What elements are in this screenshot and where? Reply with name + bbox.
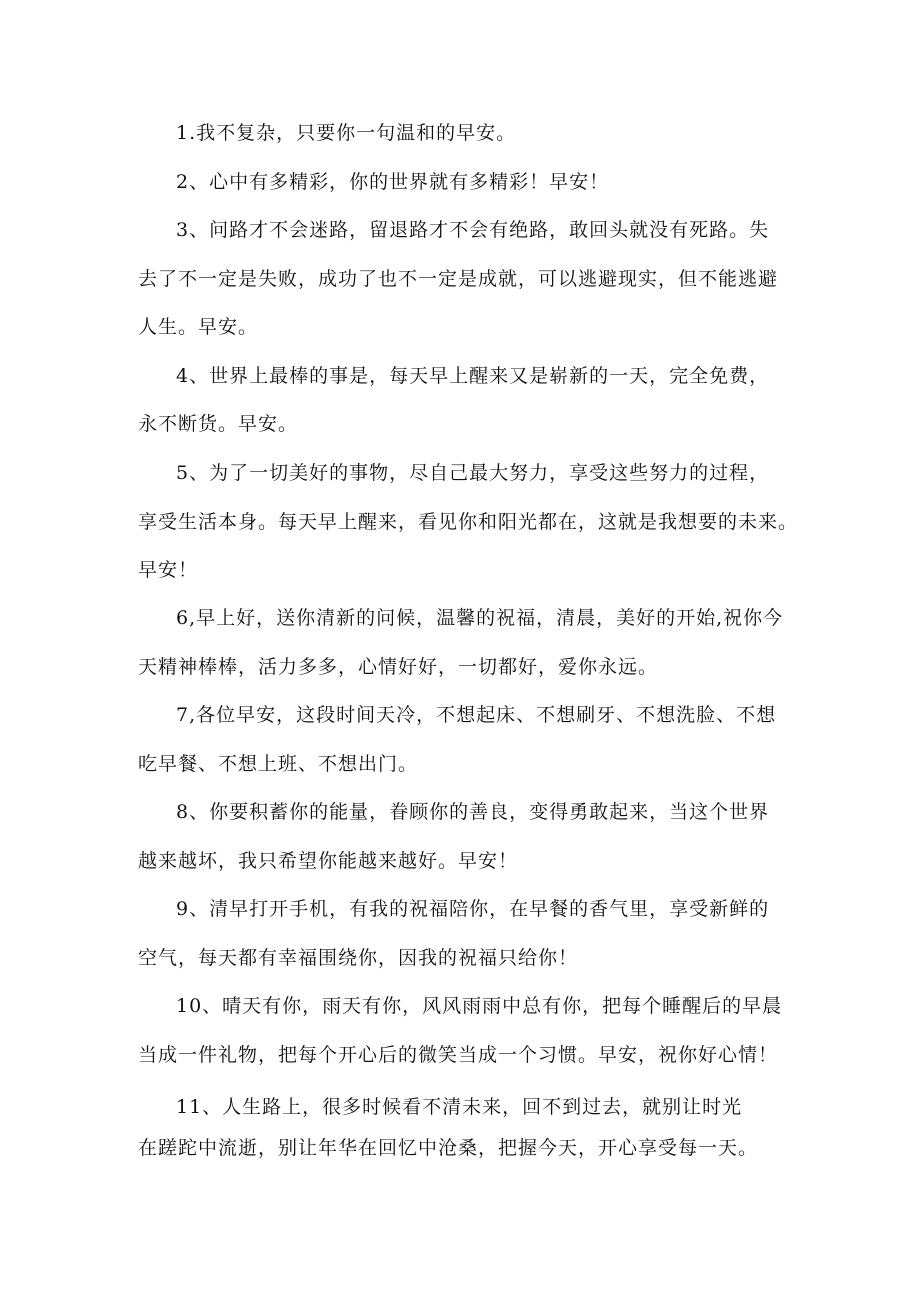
paragraph-11-line-1: 11、人生路上，很多时候看不清未来，回不到过去，就别让时光 xyxy=(176,1096,743,1118)
paragraph-2-line-1: 2、心中有多精彩，你的世界就有多精彩！早安！ xyxy=(176,171,610,193)
paragraph-5-line-1: 5、为了一切美好的事物，尽自己最大努力，享受这些努力的过程， xyxy=(176,462,770,484)
paragraph-9-line-2: 空气，每天都有幸福围绕你，因我的祝福只给你！ xyxy=(138,947,579,969)
paragraph-4-line-2: 永不断货。早安。 xyxy=(138,413,299,435)
paragraph-7-line-2: 吃早餐、不想上班、不想出门。 xyxy=(138,753,419,775)
paragraph-10-line-2: 当成一件礼物，把每个开心后的微笑当成一个习惯。早安，祝你好心情！ xyxy=(138,1044,779,1066)
paragraph-7-line-1: 7,各位早安，这段时间天冷，不想起床、不想刷牙、不想洗脸、不想 xyxy=(176,704,777,726)
paragraph-11-line-2: 在蹉跎中流逝，别让年华在回忆中沧桑，把握今天，开心享受每一天。 xyxy=(138,1137,759,1159)
paragraph-4-line-1: 4、世界上最棒的事是，每天早上醒来又是崭新的一天，完全免费， xyxy=(176,365,770,387)
paragraph-8-line-1: 8、你要积蓄你的能量，眷顾你的善良，变得勇敢起来，当这个世界 xyxy=(176,801,770,823)
paragraph-6-line-1: 6,早上好，送你清新的问候，温馨的祝福，清晨，美好的开始,祝你今 xyxy=(176,607,784,629)
paragraph-3-line-3: 人生。早安。 xyxy=(138,316,259,338)
paragraph-9-line-1: 9、清早打开手机，有我的祝福陪你，在早餐的香气里，享受新鲜的 xyxy=(176,898,770,920)
paragraph-10-line-1: 10、晴天有你，雨天有你，风风雨雨中总有你，把每个睡醒后的早晨 xyxy=(176,995,783,1017)
paragraph-8-line-2: 越来越坏，我只希望你能越来越好。早安！ xyxy=(138,850,519,872)
paragraph-3-line-2: 去了不一定是失败，成功了也不一定是成就，可以逃避现实，但不能逃避 xyxy=(138,268,779,290)
paragraph-6-line-2: 天精神棒棒，活力多多，心情好好，一切都好，爱你永远。 xyxy=(138,656,659,678)
paragraph-3-line-1: 3、问路才不会迷路，留退路才不会有绝路，敢回头就没有死路。失 xyxy=(176,219,770,241)
paragraph-5-line-3: 早安！ xyxy=(138,559,199,581)
paragraph-5-line-2: 享受生活本身。每天早上醒来，看见你和阳光都在，这就是我想要的未来。 xyxy=(138,511,799,533)
paragraph-1-line-1: 1.我不复杂，只要你一句温和的早安。 xyxy=(176,122,517,144)
